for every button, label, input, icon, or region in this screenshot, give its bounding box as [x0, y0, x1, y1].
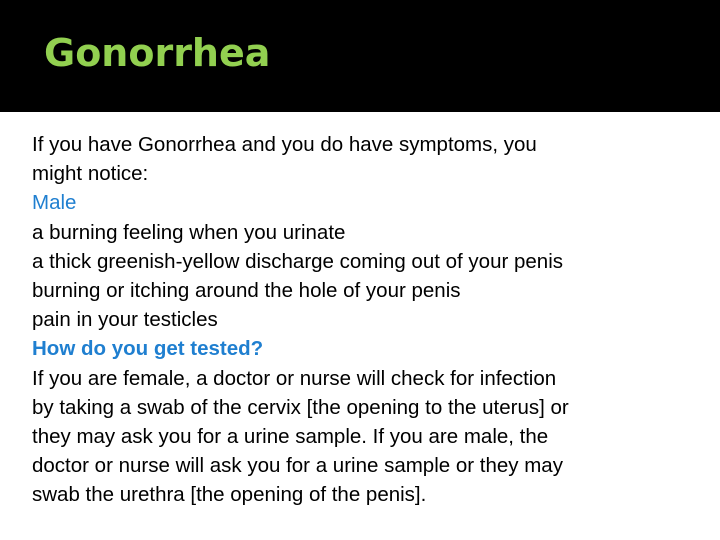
testing-line: doctor or nurse will ask you for a urine sample or they may — [32, 454, 563, 478]
male-heading: Male — [32, 191, 77, 215]
slide-body — [32, 130, 692, 510]
symptom-item: a thick greenish-yellow discharge coming out of your penis — [32, 249, 563, 273]
testing-heading: How do you get tested? — [32, 337, 264, 361]
symptom-item: burning or itching around the hole of your penis — [32, 279, 461, 303]
testing-line: by taking a swab of the cervix [the opening to the uterus] or — [32, 395, 569, 419]
testing-line: If you are female, a doctor or nurse will check for infection — [32, 366, 557, 390]
testing-line: they may ask you for a urine sample. If you are male, the — [32, 425, 549, 449]
symptom-item: a burning feeling when you urinate — [32, 220, 346, 244]
slide-title: Gonorrhea — [44, 31, 271, 75]
intro-line: might notice: — [32, 162, 149, 186]
symptom-item: pain in your testicles — [32, 308, 218, 332]
title-bar — [0, 0, 720, 112]
intro-line: If you have Gonorrhea and you do have symptoms, you — [32, 133, 537, 156]
testing-line: swab the urethra [the opening of the penis]. — [32, 483, 427, 507]
